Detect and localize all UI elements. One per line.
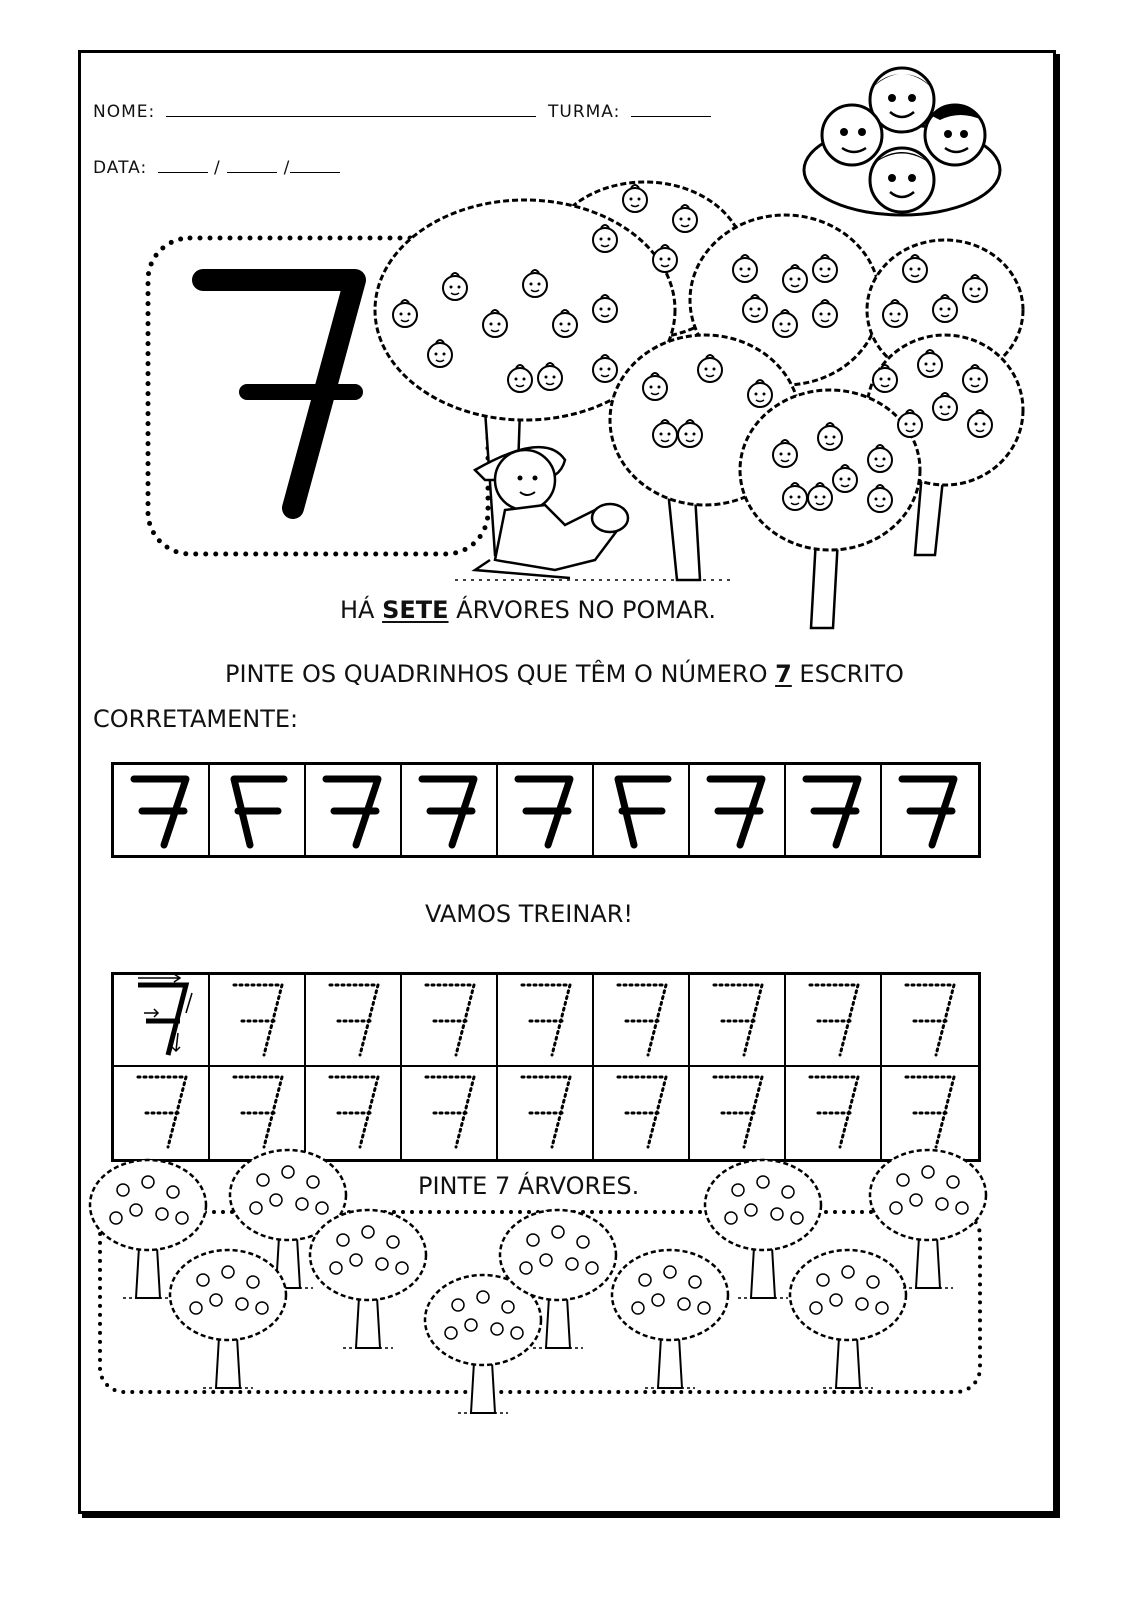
seven-choice-box[interactable]	[114, 765, 210, 855]
seven-glyph	[786, 765, 880, 855]
paintable-tree[interactable]	[790, 1250, 906, 1388]
seven-choice-box[interactable]	[210, 765, 306, 855]
data-label: DATA:	[93, 158, 148, 178]
paintable-tree[interactable]	[612, 1250, 728, 1388]
seven-glyph	[594, 765, 688, 855]
seven-choice-box[interactable]	[594, 765, 690, 855]
orchard-caption	[340, 596, 716, 624]
instruction-line-2: CORRETAMENTE:	[93, 705, 299, 733]
day-input-line[interactable]	[158, 158, 208, 173]
dotted-seven	[594, 975, 688, 1065]
seven-glyph	[690, 765, 784, 855]
trace-box[interactable]	[306, 975, 402, 1067]
dotted-seven	[786, 975, 880, 1065]
trace-box[interactable]	[882, 975, 978, 1067]
tracing-grid	[111, 972, 981, 1162]
month-input-line[interactable]	[227, 158, 277, 173]
seven-glyph	[114, 765, 208, 855]
seven-choice-box[interactable]	[786, 765, 882, 855]
seven-glyph	[402, 765, 496, 855]
caption-text: ÁRVORES NO POMAR.	[448, 596, 716, 624]
orchard-trees-illustration	[355, 160, 1035, 630]
dotted-seven	[690, 975, 784, 1065]
caption-text: HÁ	[340, 596, 383, 624]
trace-box[interactable]	[402, 975, 498, 1067]
data-field[interactable]	[93, 158, 340, 178]
dotted-seven	[498, 975, 592, 1065]
instruction-number: 7	[775, 660, 792, 688]
sevens-choice-row	[111, 762, 981, 858]
big-number-seven	[185, 258, 375, 528]
paint-title: PINTE 7 ÁRVORES.	[418, 1172, 640, 1200]
instruction-line-1	[225, 660, 904, 688]
nome-label: NOME:	[93, 102, 156, 122]
dotted-seven	[306, 975, 400, 1065]
dotted-seven	[210, 975, 304, 1065]
date-separator: /	[214, 158, 221, 178]
seven-glyph	[882, 765, 976, 855]
turma-label: TURMA:	[548, 102, 621, 122]
paintable-tree[interactable]	[170, 1250, 286, 1388]
dotted-seven	[882, 975, 976, 1065]
trace-box[interactable]	[690, 975, 786, 1067]
seven-glyph	[306, 765, 400, 855]
date-separator: /	[283, 158, 291, 178]
bottom-trees-illustration	[88, 1140, 1008, 1440]
trace-box[interactable]	[594, 975, 690, 1067]
seven-choice-box[interactable]	[402, 765, 498, 855]
dotted-seven	[402, 975, 496, 1065]
nome-input-line[interactable]	[166, 102, 536, 117]
practice-title: VAMOS TREINAR!	[425, 900, 634, 928]
trace-box[interactable]	[210, 975, 306, 1067]
trace-box[interactable]	[786, 975, 882, 1067]
instruction-text: PINTE OS QUADRINHOS QUE TÊM O NÚMERO	[225, 660, 776, 688]
year-input-line[interactable]	[290, 158, 340, 173]
seven-stroke-guide	[114, 975, 208, 1065]
turma-field[interactable]	[548, 102, 711, 122]
seven-choice-box[interactable]	[498, 765, 594, 855]
paintable-tree[interactable]	[310, 1210, 426, 1348]
turma-input-line[interactable]	[631, 102, 711, 117]
nome-field[interactable]	[93, 102, 536, 122]
seven-choice-box[interactable]	[882, 765, 978, 855]
seven-glyph	[210, 765, 304, 855]
caption-emphasis-word: SETE	[382, 596, 449, 624]
trace-example-box[interactable]	[114, 975, 210, 1067]
seven-choice-box[interactable]	[306, 765, 402, 855]
paintable-tree[interactable]	[425, 1275, 541, 1413]
trace-box[interactable]	[498, 975, 594, 1067]
seven-choice-box[interactable]	[690, 765, 786, 855]
instruction-text: ESCRITO	[791, 660, 904, 688]
seven-glyph	[498, 765, 592, 855]
